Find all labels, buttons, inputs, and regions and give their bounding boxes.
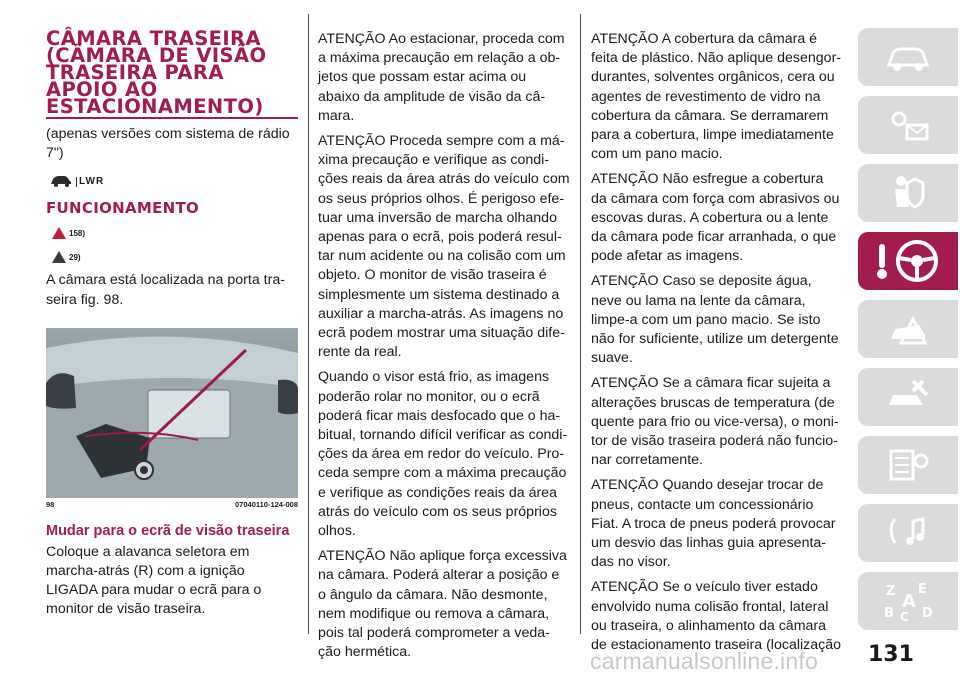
title-line: CÂMARA TRASEIRA [46,27,261,50]
title-line: (CÂMARA DE VISÃO [46,44,267,67]
car-icon [50,173,72,187]
page-title [46,27,298,119]
svg-text:D: D [922,606,933,621]
reference-number: 158) [69,228,86,238]
column-1 [46,27,298,626]
caution-triangle-icon [52,251,66,263]
warning-paragraph: ATENÇÃO Se o veículo tiver estado envolvido numa colisão frontal, lateral ou traseira, o alinhamento da câmara de estacionamento traseira (localização [591,579,841,654]
section-heading: FUNCIONAMENTO [46,199,200,218]
column-3 [591,30,843,661]
warning-reference [52,227,298,239]
title-line: ESTACIONAMENTO) [46,95,264,118]
warning-paragraph: ATENÇÃO Não aplique força excessiva na câmara. Poderá alterar a posição e o ângulo da câmara. Não desmonte, nem modifique ou remova a câmara, pois tal poderá comprometer a veda-ção hermética. [318,548,567,661]
technical-data-icon [883,445,933,485]
lwr-label: LWR [76,177,104,187]
subsection-heading: Mudar para o ecrã de visão traseira [46,522,290,539]
tab-car-dashboard[interactable] [858,28,958,86]
svg-text:C: C [900,610,909,623]
tab-warning-lights[interactable] [858,96,958,154]
column-2 [318,30,570,669]
chapter-tabs [852,28,960,644]
warning-paragraph: ATENÇÃO Caso se deposite água, neve ou lama na lente da câmara, limpe-a com um pano macio. Se isto não for suficiente, utilize um detergente suave. [591,273,839,367]
figure-code: 07040110-124-008 [235,499,298,509]
warning-paragraph: ATENÇÃO Ao estacionar, proceda com a máxima precaução em relação a ob-jetos que possam estar acima ou abaixo da amplitude de visão da câ-mara. [318,31,565,124]
multimedia-icon [883,513,933,553]
column-divider [580,14,581,634]
title-line: TRASEIRA PARA [46,61,224,84]
tab-technical-data[interactable] [858,436,958,494]
warning-paragraph: ATENÇÃO Quando desejar trocar de pneus, contacte um concessionário Fiat. A troca de pneus poderá provocar um desvio das linhas guia apresenta-das no visor. [591,477,836,571]
warning-triangle-icon [52,227,66,239]
reference-number: 29) [69,252,81,262]
paragraph: A câmara está localizada na porta tra-seira fig. 98. [46,272,285,308]
tab-starting-driving[interactable] [858,232,958,290]
rear-camera-illustration [46,328,298,498]
tab-index[interactable] [858,572,958,630]
tab-safety[interactable] [858,164,958,222]
paragraph: Quando o visor está frio, as imagens poderão rolar no monitor, ou o ecrã poderá ficar mais desfocado que o ha-bitual, tornando difícil verificar as condi-ções da área em redor do veículo. Pro-ceda sempre com a máxima precaução e verifique as condições reais da área atrás do veículo com os seus próprios olhos. [318,369,568,540]
warning-lights-icon [883,105,933,145]
tab-emergency[interactable] [858,300,958,358]
rear-camera-figure [46,328,298,498]
watermark: carmanualsonline.info [590,648,818,674]
title-line: APOIO AO [46,78,158,101]
warning-paragraph: ATENÇÃO Não esfregue a cobertura da câmara com força com abrasivos ou escovas duras. A cobertura ou a lente da câmara pode ficar arranhada, o que pode afetar as imagens. [591,171,840,265]
warning-paragraph: ATENÇÃO A cobertura da câmara é feita de plástico. Não aplique desengor-durantes, solventes orgânicos, cera ou agentes de revestimento de vidro na cobertura da câmara. Se derramarem para a cobertura, limpe imediatamente com um pano macio. [591,31,842,163]
paragraph: Coloque a alavanca seletora em marcha-atrás (R) com a ignição LIGADA para mudar o ecrã para o monitor de visão traseira. [46,543,262,618]
figure-caption [46,500,298,509]
svg-text:A: A [902,591,916,612]
intro-text: (apenas versões com sistema de rádio 7") [46,126,290,162]
seat-safety-icon [883,173,933,213]
svg-text:B: B [884,606,894,621]
steering-wheel-icon [873,238,943,284]
warning-paragraph: ATENÇÃO Se a câmara ficar sujeita a alterações bruscas de temperatura (de quente para frio ou vice-versa), o moni-tor de visão traseira poderá não funcio-nar corretamente. [591,375,839,469]
column-divider [308,14,309,634]
maintenance-icon [883,377,933,417]
tab-multimedia[interactable] [858,504,958,562]
tab-maintenance[interactable] [858,368,958,426]
car-dashboard-icon [883,37,933,77]
warning-paragraph: ATENÇÃO Proceda sempre com a má-xima precaução e verifique as condi-ções reais da área atrás do veículo com os seus próprios olhos. É perigoso efe-tuar uma inversão de marcha olhando apenas para o ecrã, pois poderá resul-tar num acidente ou na colisão com um objeto. O monitor de visão traseira é simplesmente um sistema destinado a auxiliar a marcha-atrás. As imagens no ecrã podem mostrar uma situação dife-rente da real. [318,133,570,361]
caution-reference [52,251,298,263]
svg-text:Z: Z [886,584,896,599]
page-number: 131 [868,642,914,667]
breakdown-triangle-icon [883,309,933,349]
figure-number: 98 [46,499,55,509]
svg-text:E: E [918,582,927,597]
index-icon [880,579,936,623]
lwr-symbol [50,173,298,187]
